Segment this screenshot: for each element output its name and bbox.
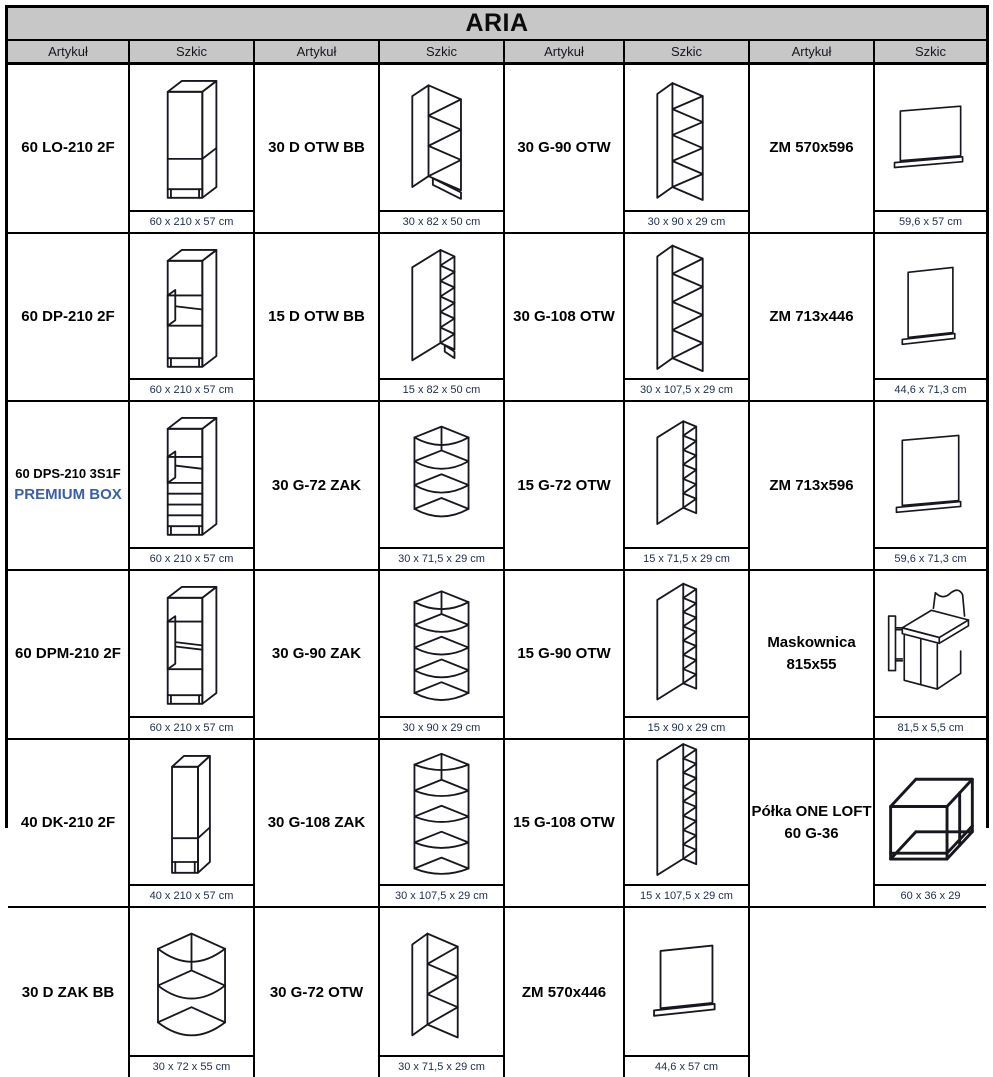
frame-shelf-icon bbox=[875, 740, 986, 885]
article-label: 60 G-36 bbox=[784, 824, 839, 842]
article-cell bbox=[255, 234, 380, 403]
column-header: Artykuł bbox=[8, 41, 130, 62]
article-cell bbox=[505, 234, 625, 403]
sketch-cell bbox=[130, 908, 255, 1077]
article-cell bbox=[505, 65, 625, 234]
sketch-cell bbox=[625, 571, 750, 740]
base-corner-shelf-icon bbox=[130, 908, 253, 1055]
wall-open-shelf-72-icon bbox=[380, 908, 503, 1055]
article-cell bbox=[8, 234, 130, 403]
article-cell bbox=[8, 908, 130, 1077]
sketch-cell bbox=[380, 402, 505, 571]
sketch-cell bbox=[130, 571, 255, 740]
tall-cabinet-2f-icon bbox=[130, 65, 253, 210]
column-header: Szkic bbox=[130, 41, 255, 62]
wall-open-shelf-108-icon bbox=[625, 234, 748, 379]
article-cell bbox=[505, 908, 625, 1077]
article-label: 30 D OTW BB bbox=[268, 139, 365, 157]
article-label: 30 G-108 ZAK bbox=[267, 813, 366, 831]
dimension-label: 30 x 107,5 x 29 cm bbox=[380, 884, 503, 906]
sketch-cell bbox=[380, 571, 505, 740]
article-label: 30 G-72 ZAK bbox=[271, 476, 362, 494]
article-cell bbox=[750, 65, 875, 234]
article-label: 15 G-72 OTW bbox=[517, 476, 611, 494]
dimension-label: 60 x 210 x 57 cm bbox=[130, 716, 253, 738]
article-cell bbox=[255, 740, 380, 909]
article-label: 15 G-90 OTW bbox=[517, 645, 611, 663]
article-cell bbox=[8, 65, 130, 234]
empty-cell bbox=[750, 908, 986, 1077]
sketch-cell bbox=[380, 908, 505, 1077]
dimension-label: 30 x 71,5 x 29 cm bbox=[380, 1055, 503, 1077]
sketch-cell bbox=[380, 740, 505, 909]
open-base-shelf-30-icon bbox=[380, 65, 503, 210]
article-cell bbox=[8, 402, 130, 571]
sketch-cell bbox=[130, 402, 255, 571]
article-label: 60 DPS-210 3S1F bbox=[15, 466, 121, 482]
sketch-cell bbox=[875, 571, 986, 740]
tall-cabinet-oven-icon bbox=[130, 571, 253, 716]
article-cell bbox=[505, 402, 625, 571]
article-label: 60 DP-210 2F bbox=[21, 308, 115, 326]
article-cell bbox=[255, 402, 380, 571]
article-cell bbox=[255, 571, 380, 740]
narrow-open-shelf-108-icon bbox=[625, 740, 748, 885]
panel-tall-narrow-icon bbox=[875, 234, 986, 379]
article-label: 60 DPM-210 2F bbox=[15, 645, 121, 663]
premium-box-label: PREMIUM BOX bbox=[14, 486, 122, 504]
panel-wide-icon bbox=[875, 65, 986, 210]
open-base-shelf-15-icon bbox=[380, 234, 503, 379]
sketch-cell bbox=[380, 65, 505, 234]
article-cell bbox=[8, 571, 130, 740]
article-label: 30 D ZAK BB bbox=[21, 983, 115, 1001]
dimension-label: 15 x 90 x 29 cm bbox=[625, 716, 748, 738]
column-header: Artykuł bbox=[255, 41, 380, 62]
tall-cabinet-drawers-icon bbox=[130, 402, 253, 547]
sketch-cell bbox=[625, 402, 750, 571]
article-cell bbox=[750, 402, 875, 571]
sketch-cell bbox=[130, 234, 255, 403]
article-label: ZM 570x446 bbox=[521, 983, 607, 1001]
corner-shelf-72-icon bbox=[380, 402, 503, 547]
dimension-label: 59,6 x 71,3 cm bbox=[875, 547, 986, 569]
dimension-label: 15 x 107,5 x 29 cm bbox=[625, 884, 748, 906]
sketch-cell bbox=[875, 234, 986, 403]
corner-shelf-108-icon bbox=[380, 740, 503, 885]
dimension-label: 30 x 82 x 50 cm bbox=[380, 210, 503, 232]
dimension-label: 15 x 82 x 50 cm bbox=[380, 378, 503, 400]
article-cell bbox=[750, 740, 875, 909]
article-cell bbox=[750, 571, 875, 740]
article-label: 15 D OTW BB bbox=[268, 308, 365, 326]
sketch-cell bbox=[875, 402, 986, 571]
article-label: Półka ONE LOFT bbox=[751, 803, 872, 821]
article-cell bbox=[255, 908, 380, 1077]
sketch-cell bbox=[625, 234, 750, 403]
table-header-row bbox=[8, 41, 986, 65]
dimension-label: 60 x 210 x 57 cm bbox=[130, 547, 253, 569]
page-title: ARIA bbox=[8, 8, 986, 41]
article-label: 40 DK-210 2F bbox=[20, 813, 116, 831]
article-label: 30 G-108 OTW bbox=[513, 308, 615, 326]
mask-strip-cabinet-icon bbox=[875, 571, 986, 716]
dimension-label: 60 x 36 x 29 bbox=[875, 884, 986, 906]
sketch-cell bbox=[875, 740, 986, 909]
article-label: ZM 713x596 bbox=[769, 476, 854, 494]
dimension-label: 60 x 210 x 57 cm bbox=[130, 210, 253, 232]
sketch-cell bbox=[625, 65, 750, 234]
dimension-label: 15 x 71,5 x 29 cm bbox=[625, 547, 748, 569]
product-table bbox=[5, 5, 989, 1073]
dimension-label: 44,6 x 71,3 cm bbox=[875, 378, 986, 400]
dimension-label: 44,6 x 57 cm bbox=[625, 1055, 748, 1077]
dimension-label: 30 x 90 x 29 cm bbox=[380, 716, 503, 738]
article-cell bbox=[255, 65, 380, 234]
panel-tall-wide-icon bbox=[875, 402, 986, 547]
narrow-open-shelf-90-icon bbox=[625, 571, 748, 716]
article-label: 60 LO-210 2F bbox=[21, 139, 115, 157]
article-label: ZM 713x446 bbox=[769, 308, 854, 326]
panel-small-icon bbox=[625, 908, 748, 1055]
dimension-label: 81,5 x 5,5 cm bbox=[875, 716, 986, 738]
sketch-cell bbox=[130, 65, 255, 234]
dimension-label: 30 x 71,5 x 29 cm bbox=[380, 547, 503, 569]
dimension-label: 30 x 90 x 29 cm bbox=[625, 210, 748, 232]
sketch-cell bbox=[625, 740, 750, 909]
article-label: 15 G-108 OTW bbox=[513, 813, 615, 831]
tall-cabinet-niche-icon bbox=[130, 234, 253, 379]
wall-open-shelf-90-icon bbox=[625, 65, 748, 210]
article-label: 30 G-72 OTW bbox=[269, 983, 364, 1001]
column-header: Artykuł bbox=[505, 41, 625, 62]
article-label: ZM 570x596 bbox=[769, 139, 854, 157]
dimension-label: 60 x 210 x 57 cm bbox=[130, 378, 253, 400]
column-header: Szkic bbox=[625, 41, 750, 62]
article-label: 815x55 bbox=[786, 656, 837, 674]
article-cell bbox=[8, 740, 130, 909]
column-header: Artykuł bbox=[750, 41, 875, 62]
dimension-label: 40 x 210 x 57 cm bbox=[130, 884, 253, 906]
article-label: 30 G-90 ZAK bbox=[271, 645, 362, 663]
corner-shelf-90-icon bbox=[380, 571, 503, 716]
article-label: 30 G-90 OTW bbox=[517, 139, 611, 157]
article-cell bbox=[505, 740, 625, 909]
dimension-label: 30 x 107,5 x 29 cm bbox=[625, 378, 748, 400]
narrow-open-shelf-72-icon bbox=[625, 402, 748, 547]
column-header: Szkic bbox=[380, 41, 505, 62]
sketch-cell bbox=[130, 740, 255, 909]
table-body bbox=[8, 65, 986, 1077]
sketch-cell bbox=[625, 908, 750, 1077]
article-cell bbox=[505, 571, 625, 740]
column-header: Szkic bbox=[914, 44, 947, 59]
dimension-label: 30 x 72 x 55 cm bbox=[130, 1055, 253, 1077]
article-cell bbox=[750, 234, 875, 403]
dimension-label: 59,6 x 57 cm bbox=[875, 210, 986, 232]
sketch-cell bbox=[380, 234, 505, 403]
sketch-cell bbox=[875, 65, 986, 234]
article-label: Maskownica bbox=[767, 634, 856, 652]
tall-cabinet-narrow-icon bbox=[130, 740, 253, 885]
